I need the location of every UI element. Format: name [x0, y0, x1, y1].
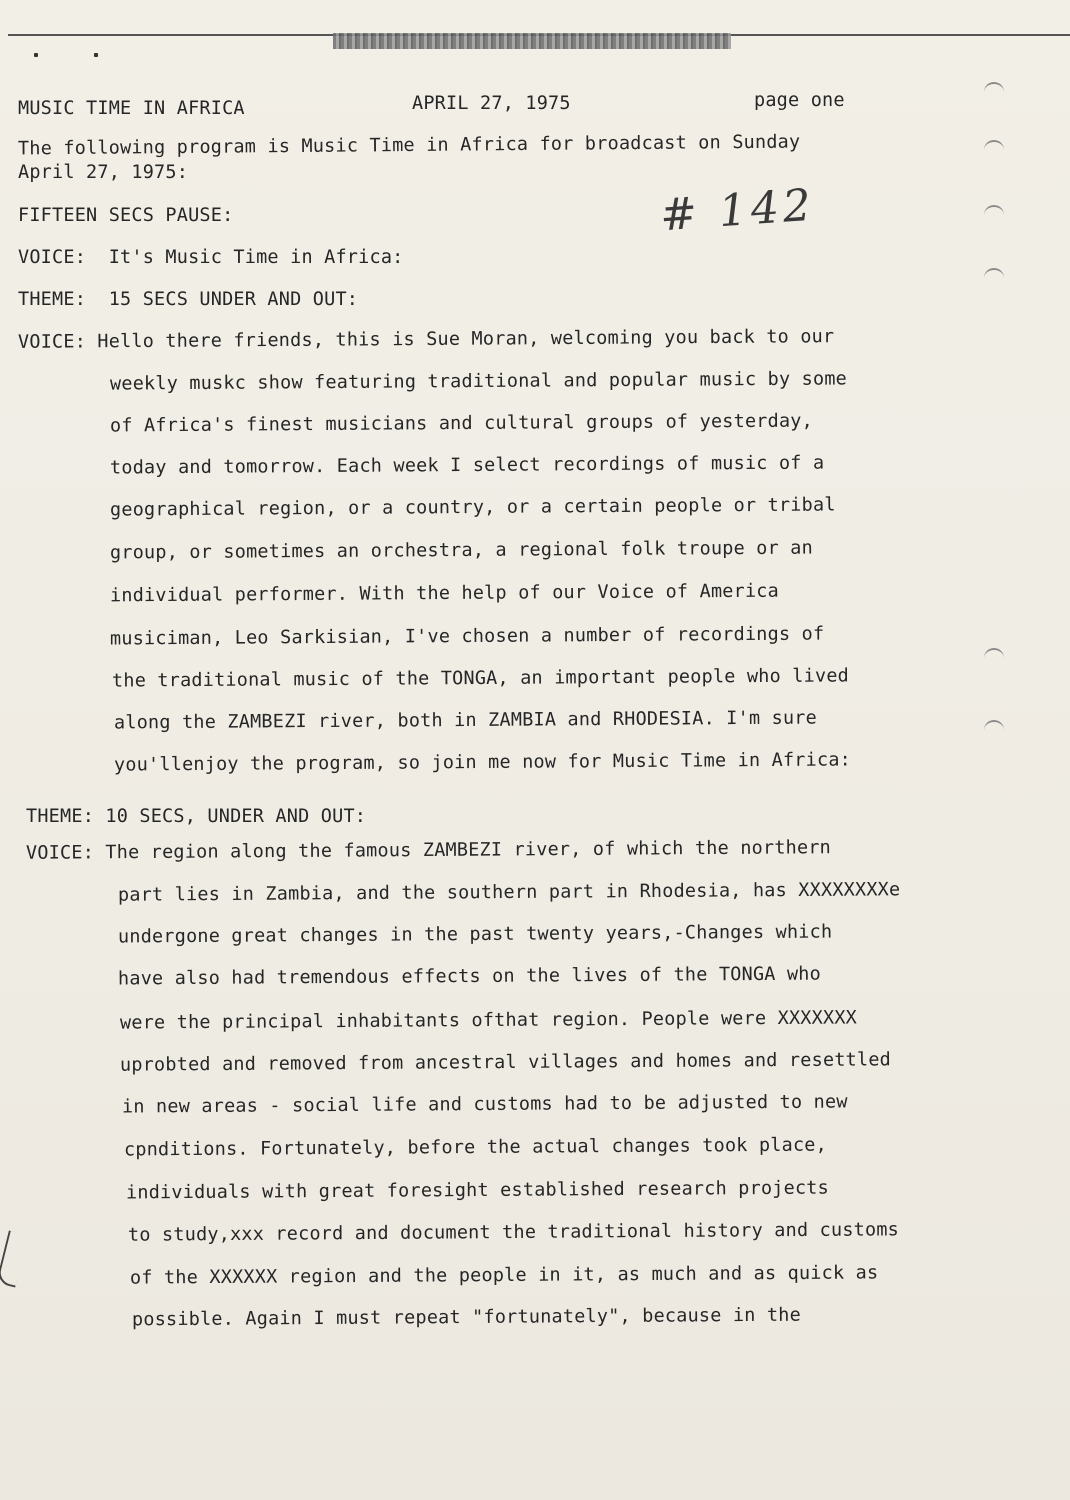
binder-hole [984, 140, 1004, 154]
header-page-label: page one [754, 90, 845, 111]
voice-line: the traditional music of the TONGA, an important people who lived [111, 665, 850, 692]
punch-dot [94, 53, 98, 57]
voice-line: group, or sometimes an orchestra, a regional folk troupe or an [109, 537, 814, 564]
body-line: The following program is Music Time in Africa for broadcast on Sunday [17, 131, 801, 160]
body-line: April 27, 1975: [18, 162, 189, 183]
voice-line: to study,xxx record and document the traditional history and customs [127, 1219, 900, 1246]
voice-line: possible. Again I must repeat "fortunately", because in the [131, 1304, 802, 1331]
binder-hole [984, 82, 1004, 96]
voice-line: part lies in Zambia, and the southern part in Rhodesia, has XXXXXXXXe [117, 879, 901, 906]
binder-hole [984, 720, 1004, 734]
voice-line: VOICE: The region along the famous ZAMBEZI river, of which the northern [25, 837, 832, 864]
voice-line: you'llenjoy the program, so join me now for Music Time in Africa: [113, 749, 852, 776]
punch-dot [34, 53, 38, 57]
voice-line: VOICE: Hello there friends, this is Sue Moran, welcoming you back to our [17, 326, 835, 353]
voice-line: individual performer. With the help of our Voice of America [109, 580, 780, 607]
voice-line: along the ZAMBEZI river, both in ZAMBIA and RHODESIA. I'm sure [113, 707, 818, 734]
binder-hole [984, 648, 1004, 662]
binder-hole [984, 268, 1004, 282]
handwritten-program-number: # 142 [658, 179, 817, 242]
binder-hole [984, 205, 1004, 219]
voice-line: individuals with great foresight established research projects [125, 1177, 830, 1204]
voice-line: were the principal inhabitants ofthat region. People were XXXXXXX [119, 1007, 858, 1034]
header-date: APRIL 27, 1975 [412, 93, 571, 114]
cue-pause: FIFTEEN SECS PAUSE: [18, 205, 234, 226]
voice-line: cpnditions. Fortunately, before the actual changes took place, [123, 1134, 828, 1161]
voice-line: undergone great changes in the past twenty years,-Changes which [117, 921, 833, 948]
voice-line: uprobted and removed from ancestral villages and homes and resettled [119, 1049, 892, 1076]
voice-line: have also had tremendous effects on the lives of the TONGA who [117, 963, 822, 990]
voice-line: in new areas - social life and customs had to be adjusted to new [121, 1091, 848, 1118]
voice-line: of the XXXXXX region and the people in it, as much and as quick as [129, 1262, 879, 1289]
cue-theme: THEME: 10 SECS, UNDER AND OUT: [26, 806, 367, 827]
voice-line: of Africa's finest musicians and cultural groups of yesterday, [109, 410, 814, 437]
voice-line: today and tomorrow. Each week I select recordings of music of a [109, 452, 825, 479]
voice-line: weekly muskc show featuring traditional and popular music by some [109, 368, 848, 395]
tape-strip [333, 33, 731, 49]
cue-voice: VOICE: It's Music Time in Africa: [18, 247, 404, 268]
margin-pen-mark [0, 1230, 28, 1287]
cue-theme: THEME: 15 SECS UNDER AND OUT: [18, 289, 359, 310]
header-program-title: MUSIC TIME IN AFRICA [18, 98, 245, 119]
voice-line: musiciman, Leo Sarkisian, I've chosen a number of recordings of [109, 623, 825, 650]
voice-line: geographical region, or a country, or a certain people or tribal [109, 494, 836, 521]
